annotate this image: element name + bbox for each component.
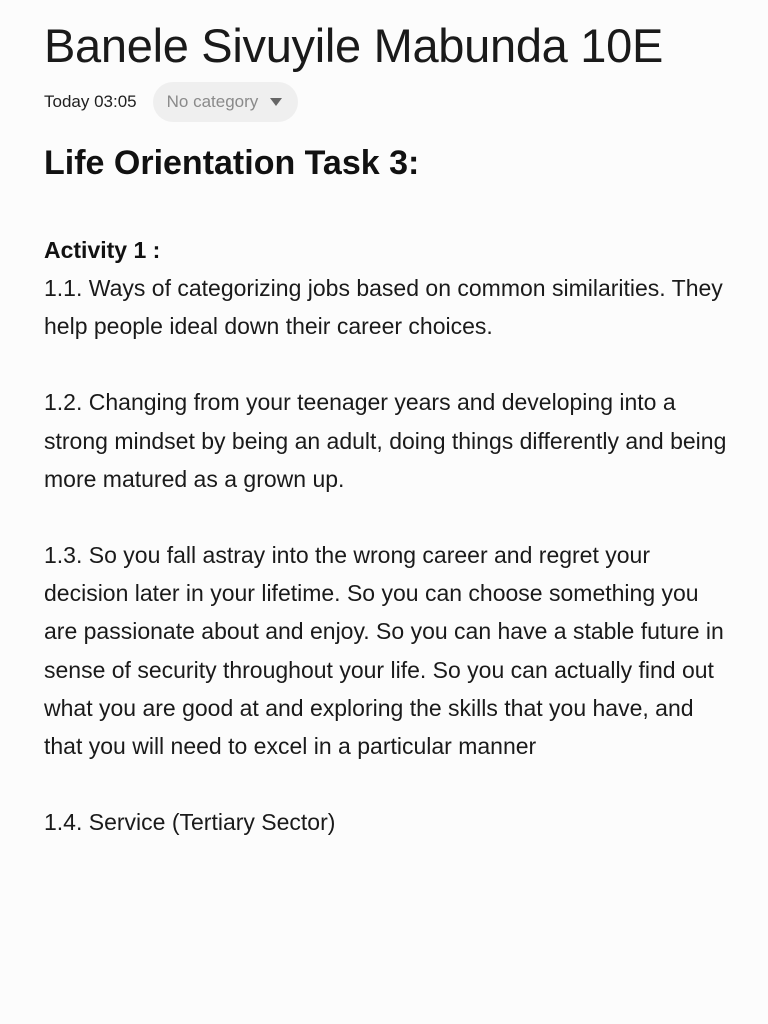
category-dropdown[interactable]: [153, 82, 299, 122]
note-page: [44, 0, 734, 841]
paragraph-1-2: 1.2. Changing from your teenager years and developing into a strong mindset by being an adult, doing things differently and being more matured as a grown up.: [44, 389, 727, 492]
activity-label: Activity 1 :: [44, 237, 161, 263]
content-heading: Life Orientation Task 3:: [44, 144, 420, 182]
note-body[interactable]: [44, 142, 734, 841]
note-meta: [44, 81, 734, 123]
paragraph-1-3: 1.3. So you fall astray into the wrong career and regret your decision later in your lifetime. So you can choose something you are passionate about and enjoy. So you can have a stable future in sense of security throughout your life. So you can actually find out what you are good at and exploring the skills that you have, and that you will need to excel in a particular manner: [44, 542, 724, 760]
note-date: Today 03:05: [44, 92, 137, 111]
chevron-down-icon: [270, 98, 282, 106]
paragraph-1-4: 1.4. Service (Tertiary Sector): [44, 809, 336, 836]
category-label: No category: [166, 92, 259, 111]
paragraph-1-1: 1.1. Ways of categorizing jobs based on common similarities. They help people ideal down their career choices.: [44, 275, 723, 340]
note-title[interactable]: Banele Sivuyile Mabunda 10E: [44, 19, 663, 72]
